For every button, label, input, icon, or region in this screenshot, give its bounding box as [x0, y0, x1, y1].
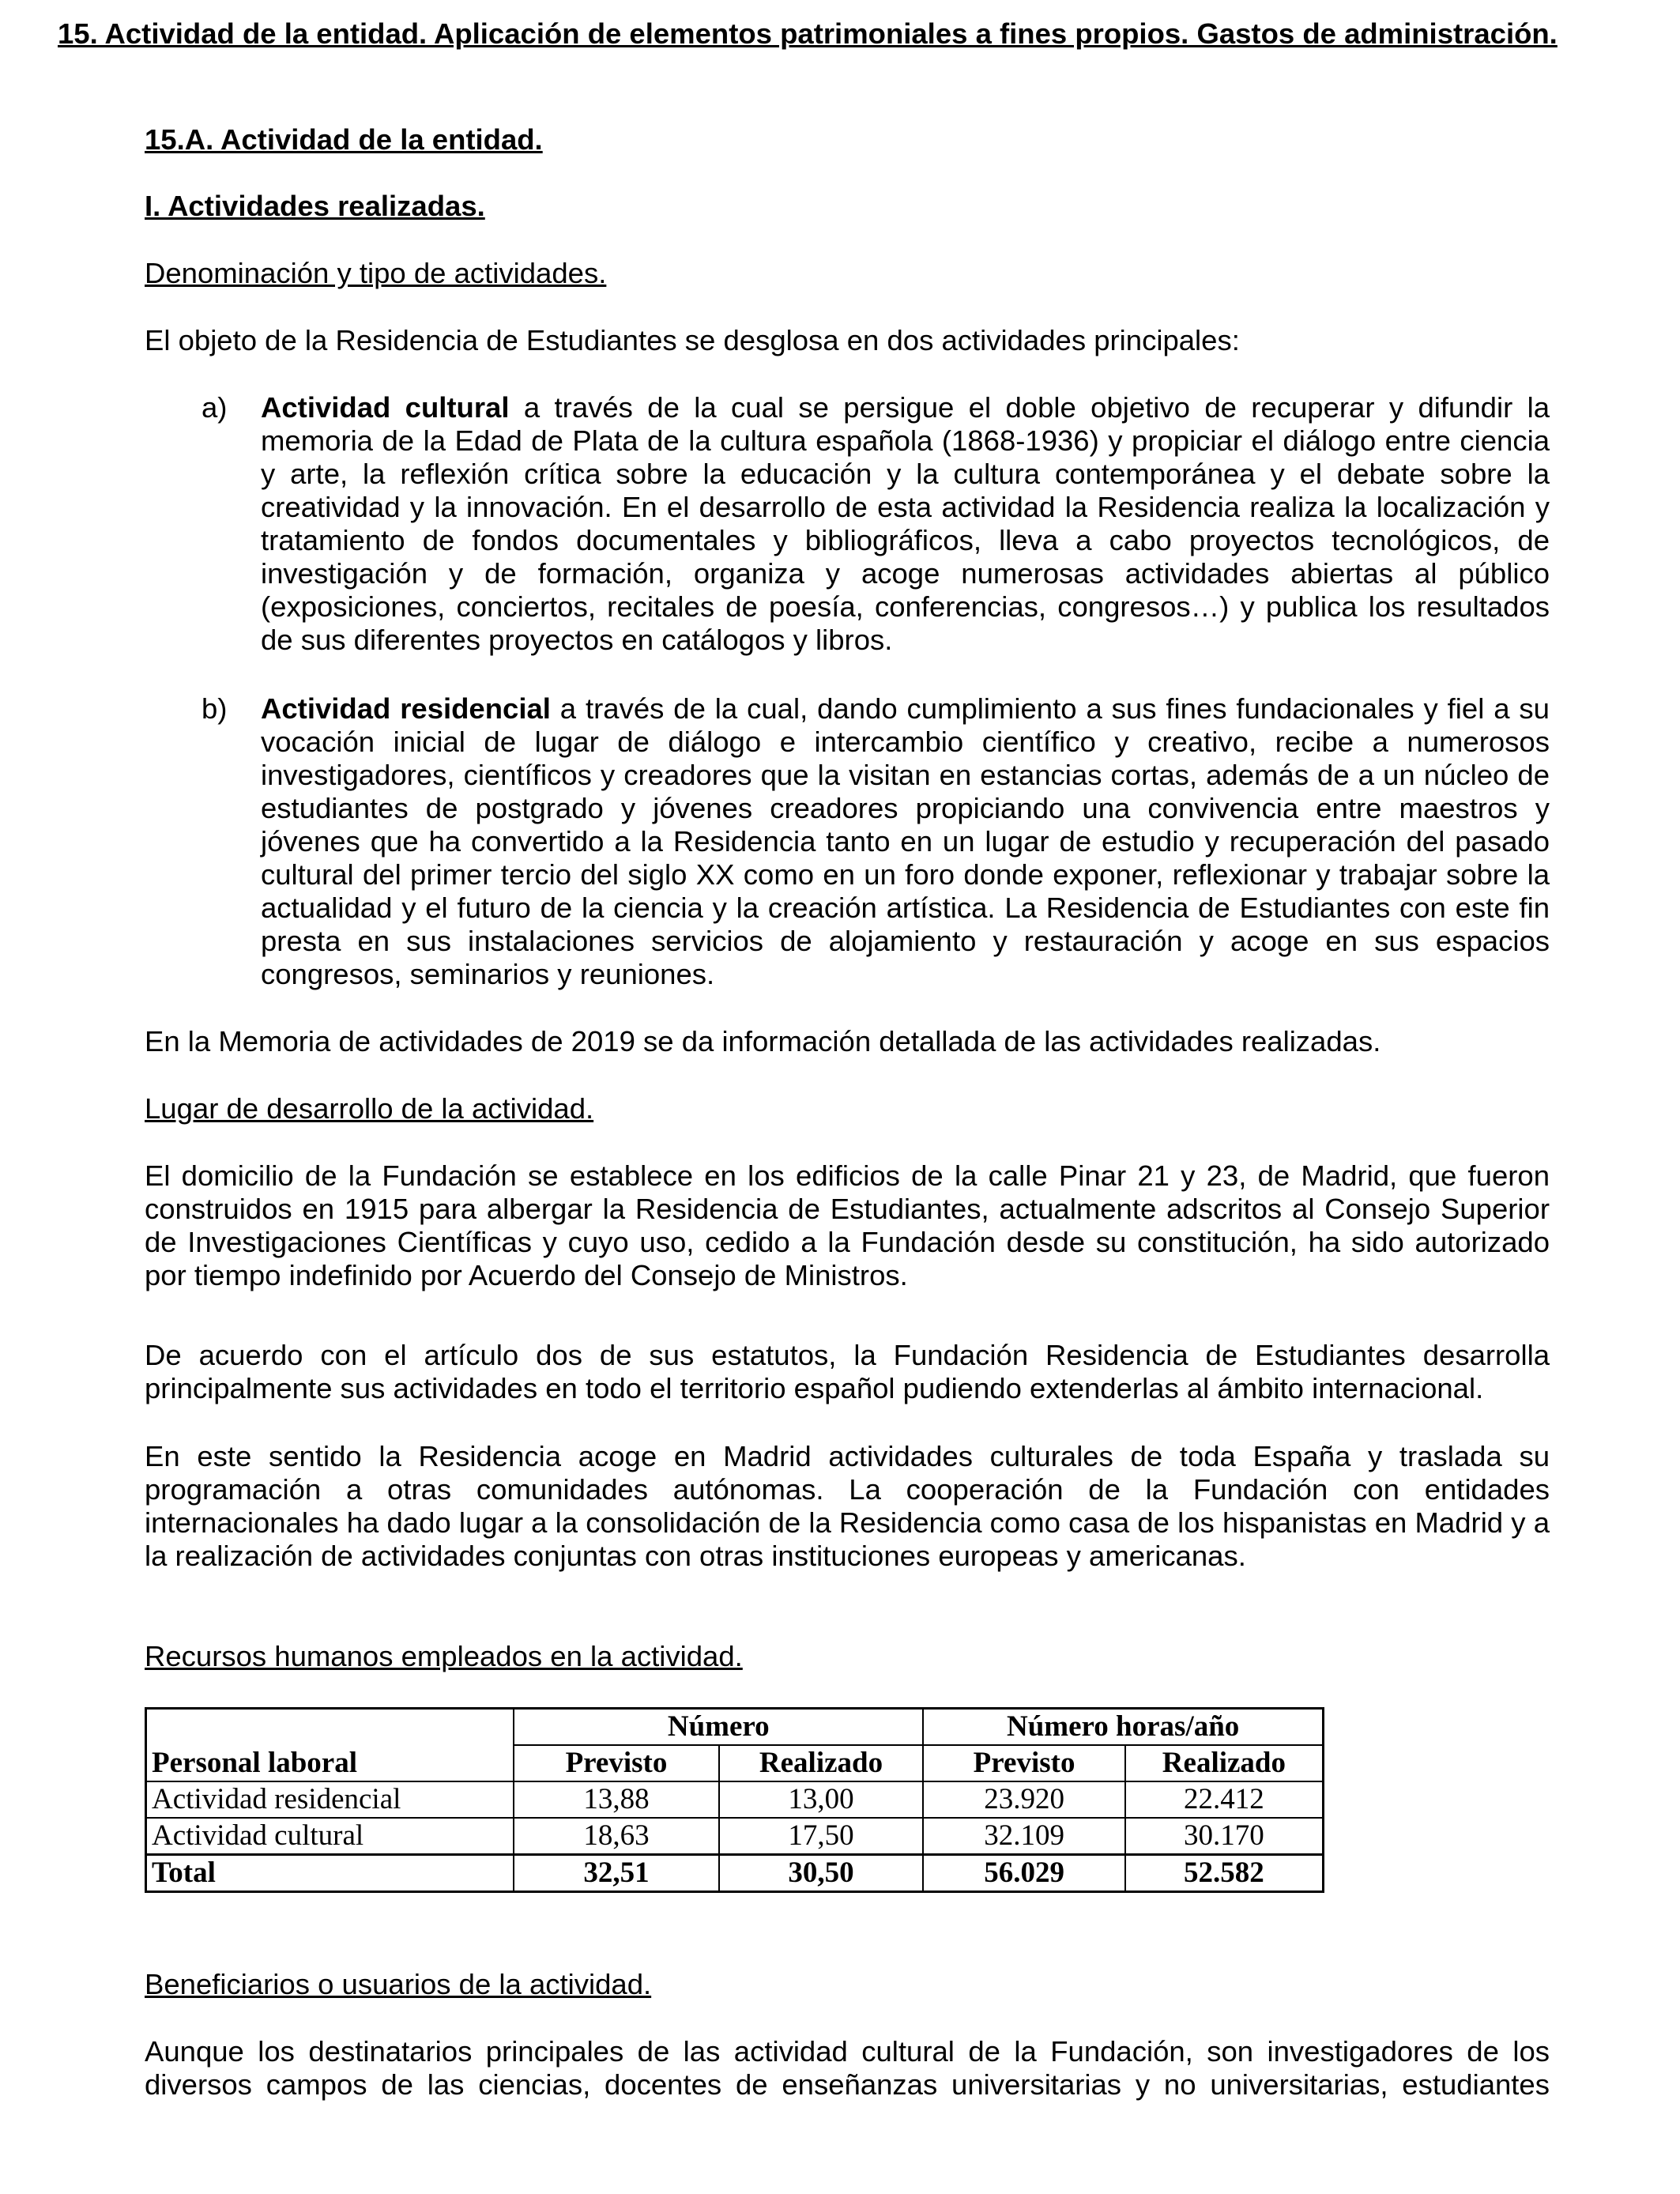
col-previsto-numero: Previsto — [514, 1745, 718, 1781]
section-title: 15. Actividad de la entidad. Aplicación de elementos patrimoniales a fines propios. Gastos de administración. — [58, 17, 1558, 50]
list-marker: b) — [202, 692, 228, 725]
cell-numero-previsto: 18,63 — [514, 1818, 718, 1855]
list-item-body: a través de la cual, dando cumplimiento a sus fines fundacionales y fiel a su vocación inicial de lugar de diálogo e intercambio científico y creativo, recibe a numerosos investigadores, científicos y creadores que la visitan en estancias cortas, además de a un núcleo de estudiantes de postgrado y jóvenes creadores propiciando una convivencia entre maestros y jóvenes que ha convertido a la Residencia tanto en un lugar de estudio y recuperación del pasado cultural del primer tercio del siglo XX como en un foro donde exponer, reflexionar y trabajar sobre la actualidad y el futuro de la ciencia y la creación artística. La Residencia de Estudiantes con este fin presta en sus instalaciones servicios de alojamiento y restauración y acoge en sus espacios congresos, seminarios y reuniones. — [261, 692, 1550, 990]
table-empty-cell — [146, 1709, 514, 1746]
table-row — [146, 1818, 1324, 1855]
total-numero-realizado: 30,50 — [719, 1855, 924, 1892]
cell-numero-realizado: 17,50 — [719, 1818, 924, 1855]
memoria-paragraph: En la Memoria de actividades de 2019 se da información detallada de las actividades realizadas. — [145, 1025, 1381, 1057]
subheading-lugar: Lugar de desarrollo de la actividad. — [145, 1092, 594, 1125]
intro-paragraph: El objeto de la Residencia de Estudiantes se desglosa en dos actividades principales: — [145, 324, 1240, 356]
total-numero-previsto: 32,51 — [514, 1855, 718, 1892]
subheading-denominacion: Denominación y tipo de actividades. — [145, 257, 607, 289]
group-numero-header: Número — [514, 1709, 923, 1746]
section-a-heading: 15.A. Actividad de la entidad. — [145, 123, 543, 156]
list-item-text — [261, 692, 1550, 991]
cell-horas-previsto: 32.109 — [923, 1818, 1125, 1855]
list-item-body: a través de la cual se persigue el doble objetivo de recuperar y difundir la memoria de la Edad de Plata de la cultura española (1868-1936) y propiciar el diálogo entre ciencia y arte, la reflexión crítica sobre la educación y la cultura contemporánea y el debate sobre la creatividad y la innovación. En el desarrollo de esta actividad la Residencia realiza la localización y tratamiento de fondos documentales y bibliográficos, lleva a cabo proyectos tecnológicos, de investigación y de formación, organiza y acoge numerosas actividades abiertas al público (exposiciones, conciertos, recitales de poesía, conferencias, congresos…) y publica los resultados de sus diferentes proyectos en catálogos y libros. — [261, 391, 1550, 656]
table-header-row — [146, 1745, 1324, 1781]
table-row — [146, 1781, 1324, 1818]
aunque-paragraph: Aunque los destinatarios principales de las actividad cultural de la Fundación, son investigadores de los diversos campos de las ciencias, docentes de enseñanzas universitarias y no universitarias, estudiantes — [145, 2035, 1550, 2101]
subheading-beneficiarios: Beneficiarios o usuarios de la actividad. — [145, 1968, 652, 2000]
recursos-humanos-table — [145, 1707, 1324, 1893]
row-label: Actividad residencial — [146, 1781, 514, 1818]
col-personal-header: Personal laboral — [146, 1745, 514, 1781]
section-i-heading: I. Actividades realizadas. — [145, 190, 485, 222]
cell-horas-previsto: 23.920 — [923, 1781, 1125, 1818]
col-realizado-horas: Realizado — [1125, 1745, 1324, 1781]
list-item-text — [261, 391, 1550, 657]
subheading-recursos: Recursos humanos empleados en la actividad. — [145, 1640, 743, 1672]
total-label: Total — [146, 1855, 514, 1892]
total-horas-previsto: 56.029 — [923, 1855, 1125, 1892]
row-label: Actividad cultural — [146, 1818, 514, 1855]
table-group-header-row — [146, 1709, 1324, 1746]
cell-horas-realizado: 22.412 — [1125, 1781, 1324, 1818]
sentido-paragraph: En este sentido la Residencia acoge en Madrid actividades culturales de toda España y traslada su programación a otras comunidades autónomas. La cooperación de la Fundación con entidades internacionales ha dado lugar a la consolidación de la Residencia como casa de los hispanistas en Madrid y a la realización de actividades conjuntas con otras instituciones europeas y americanas. — [145, 1440, 1550, 1572]
list-item-lead: Actividad residencial — [261, 692, 551, 725]
estatutos-paragraph: De acuerdo con el artículo dos de sus estatutos, la Fundación Residencia de Estudiantes desarrolla principalmente sus actividades en todo el territorio español pudiendo extenderlas al ámbito internacional. — [145, 1339, 1550, 1404]
cell-numero-realizado: 13,00 — [719, 1781, 924, 1818]
cell-horas-realizado: 30.170 — [1125, 1818, 1324, 1855]
list-marker: a) — [202, 391, 228, 424]
table-total-row — [146, 1855, 1324, 1892]
col-realizado-numero: Realizado — [719, 1745, 924, 1781]
cell-numero-previsto: 13,88 — [514, 1781, 718, 1818]
group-horas-header: Número horas/año — [923, 1709, 1323, 1746]
col-previsto-horas: Previsto — [923, 1745, 1125, 1781]
total-horas-realizado: 52.582 — [1125, 1855, 1324, 1892]
domicilio-paragraph: El domicilio de la Fundación se establece en los edificios de la calle Pinar 21 y 23, de Madrid, que fueron construidos en 1915 para albergar la Residencia de Estudiantes, actualmente adscritos al Consejo Superior de Investigaciones Científicas y cuyo uso, cedido a la Fundación desde su constitución, ha sido autorizado por tiempo indefinido por Acuerdo del Consejo de Ministros. — [145, 1159, 1550, 1291]
list-item-lead: Actividad cultural — [261, 391, 510, 424]
